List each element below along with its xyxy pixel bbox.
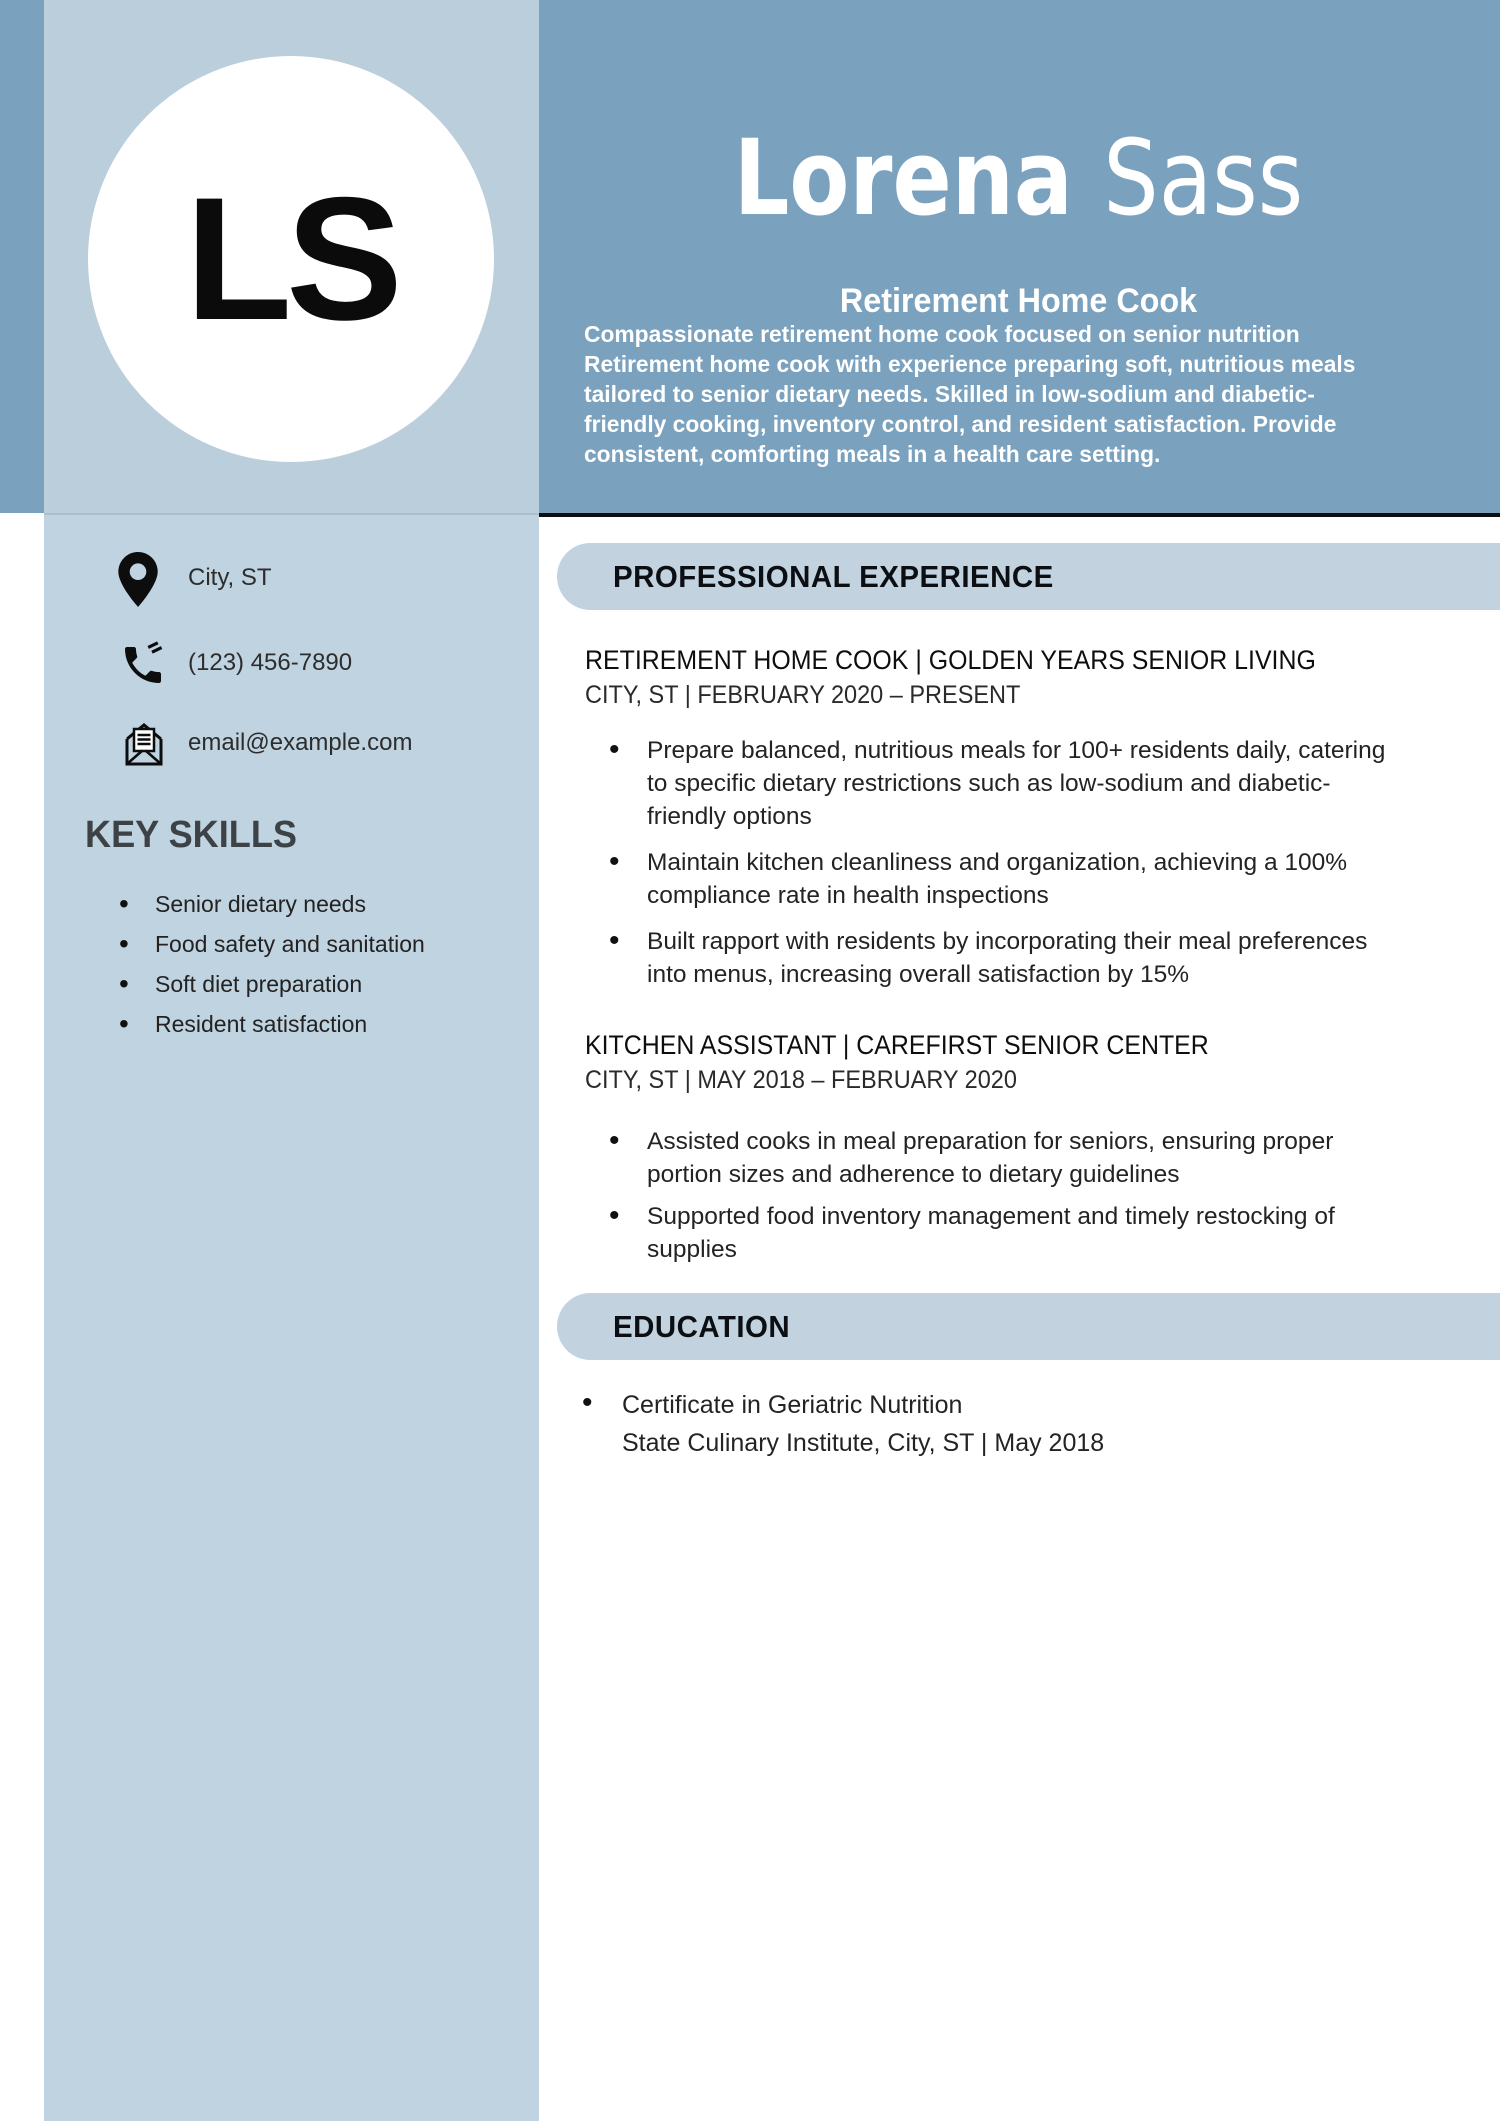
- first-name: Lorena: [733, 117, 1073, 239]
- bullet-line: • Supported food inventory management and timely restocking of: [647, 1203, 1335, 1230]
- experience-heading: PROFESSIONAL EXPERIENCE: [613, 559, 1054, 594]
- education-heading: EDUCATION: [613, 1309, 791, 1344]
- job2-title: KITCHEN ASSISTANT | CAREFIRST SENIOR CENTER: [585, 1030, 1209, 1060]
- education-degree: • Certificate in Geriatric Nutrition: [622, 1391, 963, 1419]
- avatar-initials: LS: [185, 161, 397, 357]
- summary-line: Compassionate retirement home cook focused on senior nutrition: [584, 321, 1300, 347]
- education-list: [560, 1386, 1460, 1462]
- education-school: State Culinary Institute, City, ST | May 2018: [622, 1429, 1105, 1457]
- bullet-line: to specific dietary restrictions such as low-sodium and diabetic-: [647, 770, 1331, 797]
- summary-paragraph: [584, 319, 1355, 469]
- bullet-line: supplies: [647, 1236, 737, 1263]
- summary-line: Retirement home cook with experience preparing soft, nutritious meals: [584, 351, 1356, 377]
- job1-title: RETIREMENT HOME COOK | GOLDEN YEARS SENIOR LIVING: [585, 645, 1316, 675]
- skill-item: • Resident satisfaction: [111, 1004, 425, 1044]
- bullet-line: • Assisted cooks in meal preparation for seniors, ensuring proper: [647, 1128, 1334, 1155]
- bullet-line: • Maintain kitchen cleanliness and organization, achieving a 100%: [647, 849, 1348, 876]
- header-job-title: Retirement Home Cook: [839, 282, 1198, 320]
- skill-item: • Senior dietary needs: [111, 884, 425, 924]
- job1-bullet: [585, 925, 1470, 991]
- summary-line: consistent, comforting meals in a health care setting.: [584, 441, 1161, 467]
- avatar: [88, 56, 494, 462]
- last-name: Sass: [1103, 117, 1304, 239]
- sidebar-seam-line: [44, 513, 539, 515]
- bullet-line: into menus, increasing overall satisfaction by 15%: [647, 961, 1190, 988]
- job1-bullet: [585, 734, 1470, 833]
- candidate-name: [614, 117, 1423, 239]
- education-item: [560, 1386, 1460, 1462]
- contact-email: email@example.com: [188, 729, 413, 756]
- job1-meta: CITY, ST | FEBRUARY 2020 – PRESENT: [585, 681, 1021, 709]
- contact-phone: (123) 456-7890: [188, 649, 353, 676]
- education-section-band: [557, 1293, 1500, 1360]
- summary-line: tailored to senior dietary needs. Skilled in low-sodium and diabetic-: [584, 381, 1315, 407]
- bullet-line: • Prepare balanced, nutritious meals for 100+ residents daily, catering: [647, 737, 1386, 764]
- key-skills-list: [111, 884, 425, 1044]
- job2-bullet: [585, 1125, 1470, 1191]
- job1-bullet-list: [585, 734, 1470, 1004]
- skill-item: • Food safety and sanitation: [111, 924, 425, 964]
- experience-section-band: [557, 543, 1500, 610]
- header-divider-rule: [537, 513, 1500, 517]
- email-envelope-icon: [120, 721, 168, 767]
- bullet-line: portion sizes and adherence to dietary guidelines: [647, 1161, 1180, 1188]
- bullet-line: • Built rapport with residents by incorporating their meal preferences: [647, 928, 1368, 955]
- bullet-line: compliance rate in health inspections: [647, 882, 1049, 909]
- job1-bullet: [585, 846, 1470, 912]
- contact-location: City, ST: [188, 564, 272, 591]
- name-space: [1073, 117, 1103, 239]
- location-pin-icon: [117, 551, 159, 609]
- skill-item: • Soft diet preparation: [111, 964, 425, 1004]
- summary-line: friendly cooking, inventory control, and resident satisfaction. Provide: [584, 411, 1337, 437]
- job2-meta: CITY, ST | MAY 2018 – FEBRUARY 2020: [585, 1066, 1017, 1094]
- job2-bullet: [585, 1200, 1470, 1266]
- bullet-line: friendly options: [647, 803, 812, 830]
- sidebar: [44, 0, 539, 2121]
- key-skills-heading: KEY SKILLS: [85, 814, 297, 856]
- job2-bullet-list: [585, 1125, 1470, 1275]
- phone-icon: [119, 641, 167, 689]
